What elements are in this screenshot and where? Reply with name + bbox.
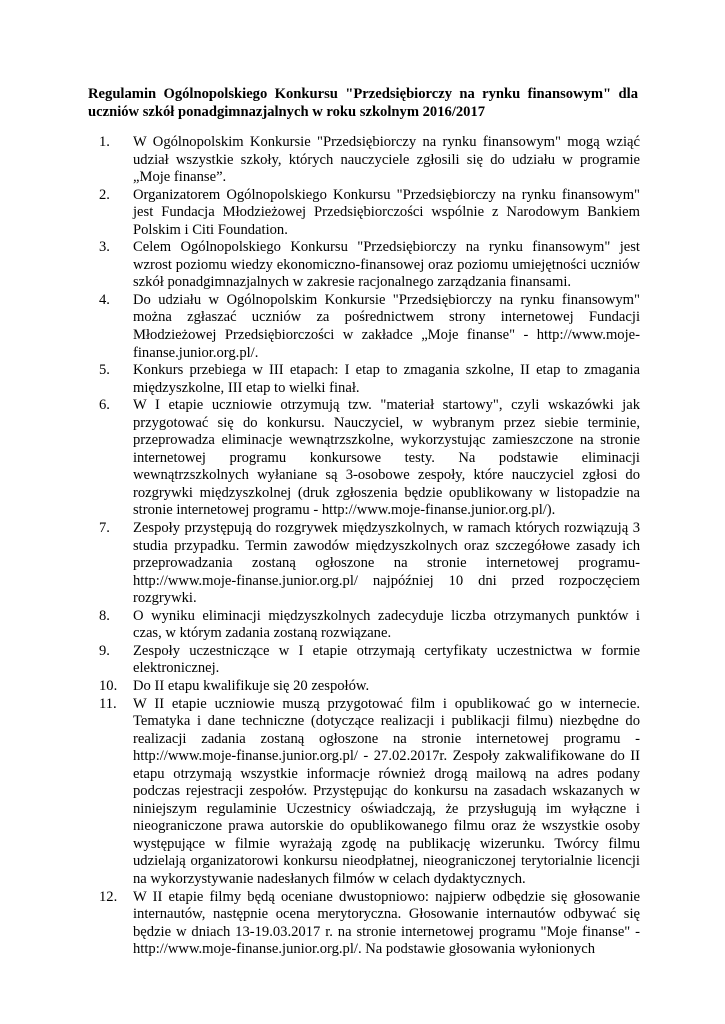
rule-number: 8. (99, 607, 110, 624)
rule-item-2 (99, 187, 640, 240)
rule-number: 6. (99, 397, 110, 414)
rule-number: 1. (99, 134, 110, 150)
rule-item-8 (99, 608, 640, 643)
rule-item-12 (99, 889, 640, 959)
rule-item-6 (99, 397, 640, 520)
rule-item-7 (99, 520, 640, 608)
rule-text: Konkurs przebiega w III etapach: I etap to zmagania szkolne, II etap to zmagania międzyszkolne, III etap to wielki finał. (133, 362, 640, 396)
rule-text: Organizatorem Ogólnopolskiego Konkursu "Przedsiębiorczy na rynku finansowym" jest Fundacja Młodzieżowej Przedsiębiorczości wspólnie z Narodowym Bankiem Polskim i Citi Foundation. (133, 186, 640, 238)
rule-number: 11. (99, 695, 117, 712)
rule-number: 10. (99, 677, 118, 694)
rule-text: W Ogólnopolskim Konkursie "Przedsiębiorczy na rynku finansowym" mogą wziąć udział wszystkie szkoły, których nauczyciele zgłosili się do udziału w programie „Moje finanse”. (133, 134, 640, 186)
rule-text: Zespoły uczestniczące w I etapie otrzymają certyfikaty uczestnictwa w formie elektronicznej. (133, 642, 640, 677)
rule-text: W II etapie filmy będą oceniane dwustopniowo: najpierw odbędzie się głosowanie internautów, następnie ocena merytoryczna. Głosowanie internautów odbywać się będzie w dniach 13-19.03.2017 r. na stronie internetowej programu "Moje finanse" - http://www.moje-finanse.junior.org.pl/. Na podstawie głosowania wyłonionych (133, 888, 640, 958)
rules-list (99, 134, 640, 959)
document-title: Regulamin Ogólnopolskiego Konkursu "Przedsiębiorczy na rynku finansowym" dla uczniów szkół ponadgimnazjalnych w roku szkolnym 2016/2017 (88, 86, 638, 120)
rule-text: Celem Ogólnopolskiego Konkursu "Przedsiębiorczy na rynku finansowym" jest wzrost poziomu wiedzy ekonomiczno-finansowej oraz poziomu umiejętności uczniów szkół ponadgimnazjalnych w zakresie racjonalnego zarządzania finansami. (133, 239, 640, 291)
rule-text: W II etapie uczniowie muszą przygotować film i opublikować go w internecie. Tematyka i dane techniczne (dotyczące realizacji i publikacji filmu) niezbędne do realizacji zadania zostaną ogłoszone na stronie internetowej programu - http://www.moje-finanse.junior.org.pl/ - 27.02.2017r. Zespoły zakwalifikowane do II etapu otrzymają wszystkie informacje również drogą mailową na adres podany podczas rejestracji zespołów. Przystępując do konkursu na zasadach wskazanych w niniejszym regulaminie Uczestnicy oświadczają, że przysługują im wyłączne i nieograniczone prawa autorskie do opublikowanego filmu oraz że wszystkie osoby występujące w filmie wyrażają zgodę na publikację wizerunku. Twórcy filmu udzielają organizatorowi konkursu nieodpłatnej, nieograniczonej terytorialnie licencji na wykorzystywanie nadesłanych filmów w celach dydaktycznych. (133, 695, 640, 887)
rule-item-9 (99, 643, 640, 678)
rule-item-1 (99, 134, 640, 187)
rule-item-10 (99, 678, 640, 696)
rule-number: 5. (99, 362, 110, 379)
rule-text: W I etapie uczniowie otrzymują tzw. "materiał startowy", czyli wskazówki jak przygotować się do konkursu. Nauczyciel, w wybranym przez siebie terminie, przeprowadza eliminacje wewnątrzszkolne, wykorzystując zamieszczone na stronie internetowej programu konkursowe testy. Na podstawie eliminacji wewnątrzszkolnych wyłaniane są 3-osobowe zespoły, które nauczyciel zgłosi do rozgrywki międzyszkolnej (druk zgłoszenia będzie opublikowany w listopadzie na stronie internetowej programu - http://www.moje-finanse.junior.org.pl/). (133, 397, 640, 519)
rule-number: 2. (99, 186, 110, 203)
rule-text: O wyniku eliminacji międzyszkolnych zadecyduje liczba otrzymanych punktów i czas, w którym zadania zostaną rozwiązane. (133, 607, 640, 642)
rule-item-5 (99, 362, 640, 397)
rule-text: Do II etapu kwalifikuje się 20 zespołów. (133, 677, 370, 694)
rule-number: 12. (99, 888, 118, 905)
rule-item-3 (99, 239, 640, 292)
rule-item-11 (99, 696, 640, 889)
rule-number: 3. (99, 239, 110, 256)
rule-number: 9. (99, 642, 110, 659)
rule-text: Do udziału w Ogólnopolskim Konkursie "Przedsiębiorczy na rynku finansowym" można zgłaszać uczniów za pośrednictwem strony internetowej Fundacji Młodzieżowej Przedsiębiorczości w zakładce „Moje finanse" - http://www.moje-finanse.junior.org.pl/. (133, 291, 640, 361)
rule-text: Zespoły przystępują do rozgrywek międzyszkolnych, w ramach których rozwiązują 3 studia przypadku. Termin zawodów międzyszkolnych oraz szczegółowe zasady ich przeprowadzania zostaną ogłoszone na stronie internetowej programu-http://www.moje-finanse.junior.org.pl/ najpóźniej 10 dni przed rozpoczęciem rozgrywki. (133, 520, 640, 607)
rule-number: 7. (99, 520, 110, 537)
rule-number: 4. (99, 291, 110, 308)
rule-item-4 (99, 292, 640, 362)
